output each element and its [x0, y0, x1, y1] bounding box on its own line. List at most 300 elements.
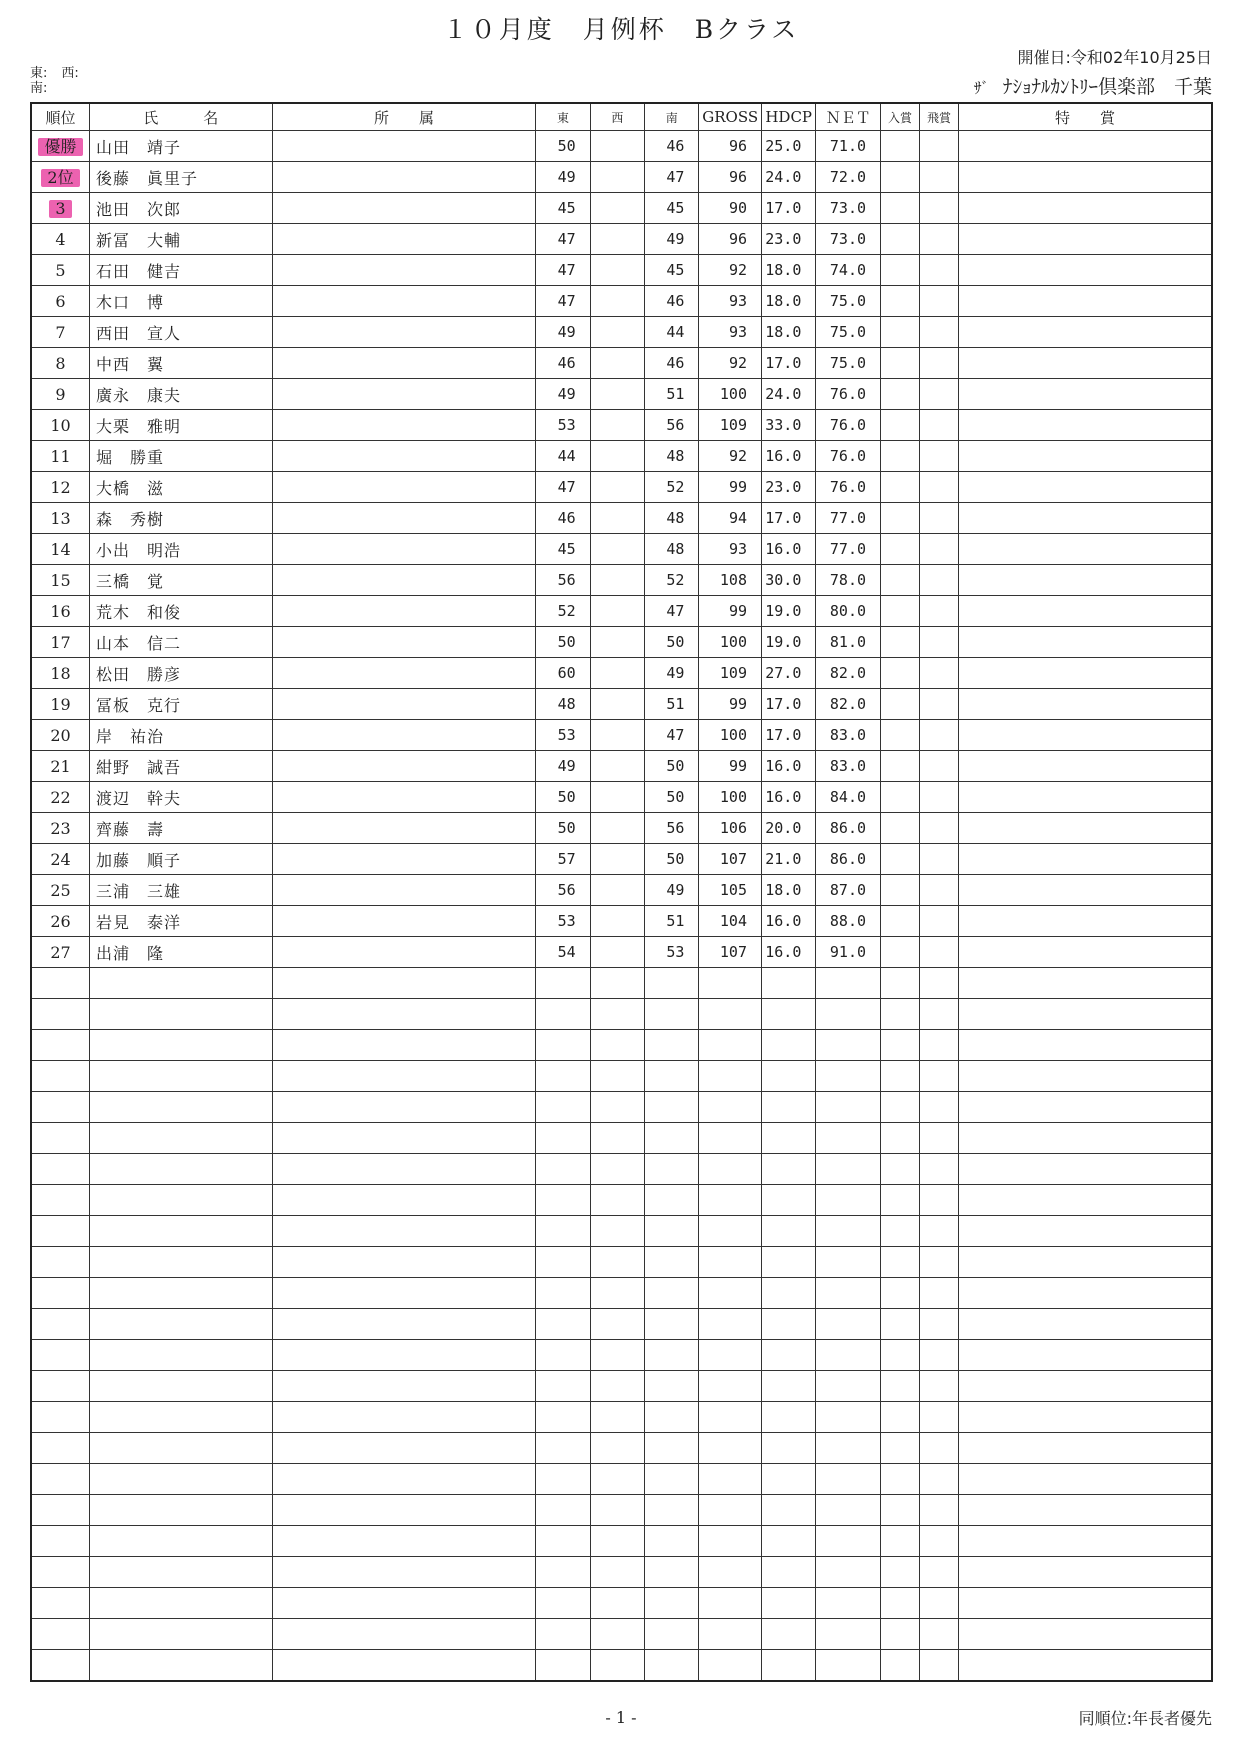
hdcp-cell	[762, 1061, 816, 1092]
special-prize-cell	[958, 224, 1212, 255]
net-cell	[816, 1588, 881, 1619]
hdcp-cell	[762, 1278, 816, 1309]
rank-cell	[31, 162, 89, 193]
name-cell: 出浦 隆	[89, 937, 272, 968]
affiliation-cell	[272, 1340, 536, 1371]
affiliation-cell	[272, 1495, 536, 1526]
west-score-cell	[590, 751, 644, 782]
west-score-cell	[590, 596, 644, 627]
table-row	[31, 317, 1212, 348]
name-cell	[89, 1464, 272, 1495]
hdcp-cell	[762, 1371, 816, 1402]
south-score-cell: 47	[645, 162, 699, 193]
special-prize-cell	[958, 255, 1212, 286]
net-cell: 75.0	[816, 317, 881, 348]
prize-cell	[881, 999, 920, 1030]
net-cell	[816, 1650, 881, 1682]
net-cell: 84.0	[816, 782, 881, 813]
gross-cell	[699, 1247, 762, 1278]
flying-prize-cell	[920, 627, 959, 658]
flying-prize-cell	[920, 720, 959, 751]
south-score-cell	[645, 1433, 699, 1464]
east-score-cell	[536, 1619, 590, 1650]
south-score-cell: 56	[645, 813, 699, 844]
table-row	[31, 658, 1212, 689]
flying-prize-cell	[920, 317, 959, 348]
south-score-cell: 48	[645, 441, 699, 472]
affiliation-cell	[272, 596, 536, 627]
net-cell: 81.0	[816, 627, 881, 658]
name-cell	[89, 1092, 272, 1123]
name-cell	[89, 1154, 272, 1185]
gross-cell	[699, 1495, 762, 1526]
gross-cell	[699, 1278, 762, 1309]
east-score-cell	[536, 1495, 590, 1526]
hdcp-cell	[762, 999, 816, 1030]
west-score-cell	[590, 1185, 644, 1216]
affiliation-cell	[272, 193, 536, 224]
south-score-cell: 51	[645, 906, 699, 937]
col-special-header: 特 賞	[958, 103, 1212, 131]
name-cell: 山本 信二	[89, 627, 272, 658]
name-cell: 森 秀樹	[89, 503, 272, 534]
gross-cell: 100	[699, 720, 762, 751]
rank-cell: 14	[31, 534, 89, 565]
hdcp-cell	[762, 1526, 816, 1557]
net-cell: 73.0	[816, 224, 881, 255]
affiliation-cell	[272, 162, 536, 193]
col-affiliation-header: 所 属	[272, 103, 536, 131]
rank-cell	[31, 1464, 89, 1495]
east-score-cell: 45	[536, 193, 590, 224]
prize-cell	[881, 1216, 920, 1247]
prize-cell	[881, 193, 920, 224]
table-row	[31, 875, 1212, 906]
special-prize-cell	[958, 875, 1212, 906]
gross-cell	[699, 999, 762, 1030]
prize-cell	[881, 968, 920, 999]
west-score-cell	[590, 441, 644, 472]
name-cell	[89, 1588, 272, 1619]
header-row	[31, 103, 1212, 131]
special-prize-cell	[958, 1061, 1212, 1092]
name-cell	[89, 1402, 272, 1433]
affiliation-cell	[272, 658, 536, 689]
table-row	[31, 565, 1212, 596]
west-score-cell	[590, 1216, 644, 1247]
prize-cell	[881, 1619, 920, 1650]
south-score-cell: 53	[645, 937, 699, 968]
west-score-cell	[590, 1619, 644, 1650]
net-cell: 76.0	[816, 379, 881, 410]
rank-cell: 10	[31, 410, 89, 441]
flying-prize-cell	[920, 503, 959, 534]
special-prize-cell	[958, 596, 1212, 627]
col-gross-header: GROSS	[699, 103, 762, 131]
affiliation-cell	[272, 1650, 536, 1682]
affiliation-cell	[272, 1185, 536, 1216]
hdcp-cell: 17.0	[762, 348, 816, 379]
net-cell	[816, 1278, 881, 1309]
hdcp-cell: 33.0	[762, 410, 816, 441]
prize-cell	[881, 689, 920, 720]
hdcp-cell: 24.0	[762, 162, 816, 193]
east-score-cell: 49	[536, 317, 590, 348]
hdcp-cell: 18.0	[762, 317, 816, 348]
flying-prize-cell	[920, 1123, 959, 1154]
table-row	[31, 131, 1212, 162]
south-score-cell	[645, 999, 699, 1030]
net-cell: 76.0	[816, 472, 881, 503]
east-score-cell: 50	[536, 782, 590, 813]
south-score-cell: 46	[645, 131, 699, 162]
south-score-cell: 52	[645, 565, 699, 596]
special-prize-cell	[958, 1123, 1212, 1154]
hdcp-cell: 16.0	[762, 782, 816, 813]
gross-cell: 99	[699, 689, 762, 720]
name-cell: 紺野 誠吾	[89, 751, 272, 782]
special-prize-cell	[958, 1619, 1212, 1650]
flying-prize-cell	[920, 689, 959, 720]
gross-cell	[699, 1433, 762, 1464]
east-score-cell: 53	[536, 410, 590, 441]
gross-cell	[699, 1464, 762, 1495]
hdcp-cell	[762, 1030, 816, 1061]
gross-cell: 99	[699, 472, 762, 503]
affiliation-cell	[272, 224, 536, 255]
rank-cell: 8	[31, 348, 89, 379]
rank-cell	[31, 1278, 89, 1309]
prize-cell	[881, 627, 920, 658]
east-score-cell	[536, 1557, 590, 1588]
east-score-cell: 46	[536, 503, 590, 534]
special-prize-cell	[958, 1216, 1212, 1247]
name-cell	[89, 1123, 272, 1154]
east-score-cell	[536, 1123, 590, 1154]
rank-cell: 16	[31, 596, 89, 627]
flying-prize-cell	[920, 1402, 959, 1433]
west-score-cell	[590, 255, 644, 286]
east-score-cell: 50	[536, 813, 590, 844]
special-prize-cell	[958, 751, 1212, 782]
name-cell: 岸 祐治	[89, 720, 272, 751]
prize-cell	[881, 1030, 920, 1061]
west-score-cell	[590, 689, 644, 720]
table-row	[31, 472, 1212, 503]
west-score-cell	[590, 348, 644, 379]
rank-cell	[31, 193, 89, 224]
hdcp-cell: 16.0	[762, 534, 816, 565]
west-score-cell	[590, 844, 644, 875]
south-score-cell	[645, 1278, 699, 1309]
affiliation-cell	[272, 565, 536, 596]
affiliation-cell	[272, 1464, 536, 1495]
hdcp-cell: 27.0	[762, 658, 816, 689]
south-score-cell	[645, 1340, 699, 1371]
special-prize-cell	[958, 348, 1212, 379]
hdcp-cell: 23.0	[762, 224, 816, 255]
south-score-cell: 51	[645, 379, 699, 410]
prize-cell	[881, 658, 920, 689]
prize-cell	[881, 813, 920, 844]
special-prize-cell	[958, 286, 1212, 317]
name-cell	[89, 968, 272, 999]
name-cell	[89, 1309, 272, 1340]
flying-prize-cell	[920, 782, 959, 813]
east-score-cell: 53	[536, 906, 590, 937]
flying-prize-cell	[920, 999, 959, 1030]
rank-cell	[31, 1557, 89, 1588]
rank-cell: 23	[31, 813, 89, 844]
hdcp-cell: 16.0	[762, 906, 816, 937]
prize-cell	[881, 286, 920, 317]
net-cell	[816, 1123, 881, 1154]
name-cell	[89, 1495, 272, 1526]
west-score-cell	[590, 937, 644, 968]
net-cell: 77.0	[816, 534, 881, 565]
west-score-cell	[590, 1154, 644, 1185]
gross-cell	[699, 968, 762, 999]
west-score-cell	[590, 1650, 644, 1682]
net-cell: 72.0	[816, 162, 881, 193]
flying-prize-cell	[920, 1619, 959, 1650]
south-score-cell: 50	[645, 782, 699, 813]
rank-cell: 18	[31, 658, 89, 689]
south-score-cell: 46	[645, 286, 699, 317]
south-score-cell: 51	[645, 689, 699, 720]
flying-prize-cell	[920, 844, 959, 875]
affiliation-cell	[272, 1433, 536, 1464]
name-cell: 齊藤 壽	[89, 813, 272, 844]
empty-row	[31, 999, 1212, 1030]
net-cell: 86.0	[816, 813, 881, 844]
empty-row	[31, 1092, 1212, 1123]
course-name-line	[974, 72, 1212, 99]
east-score-cell: 49	[536, 751, 590, 782]
south-score-cell: 46	[645, 348, 699, 379]
gross-cell: 100	[699, 627, 762, 658]
rank-cell	[31, 1495, 89, 1526]
gross-cell: 94	[699, 503, 762, 534]
rank-highlight: 3	[49, 200, 71, 218]
rank-cell	[31, 1619, 89, 1650]
rank-cell	[31, 1092, 89, 1123]
special-prize-cell	[958, 472, 1212, 503]
name-cell	[89, 1247, 272, 1278]
table-row	[31, 596, 1212, 627]
prize-cell	[881, 534, 920, 565]
affiliation-cell	[272, 1216, 536, 1247]
west-score-cell	[590, 1123, 644, 1154]
hdcp-cell	[762, 1309, 816, 1340]
special-prize-cell	[958, 1557, 1212, 1588]
net-cell	[816, 1340, 881, 1371]
prize-cell	[881, 348, 920, 379]
east-score-cell: 47	[536, 224, 590, 255]
net-cell: 80.0	[816, 596, 881, 627]
net-cell	[816, 968, 881, 999]
empty-row	[31, 1030, 1212, 1061]
net-cell	[816, 1092, 881, 1123]
flying-prize-cell	[920, 968, 959, 999]
east-score-cell: 44	[536, 441, 590, 472]
rank-cell	[31, 999, 89, 1030]
course-mark: ｻﾞ	[973, 79, 989, 97]
prize-cell	[881, 255, 920, 286]
west-score-cell	[590, 503, 644, 534]
gross-cell: 109	[699, 410, 762, 441]
hdcp-cell	[762, 1619, 816, 1650]
west-score-cell	[590, 286, 644, 317]
special-prize-cell	[958, 658, 1212, 689]
rank-cell	[31, 1588, 89, 1619]
special-prize-cell	[958, 379, 1212, 410]
net-cell: 83.0	[816, 720, 881, 751]
east-score-cell	[536, 1092, 590, 1123]
hdcp-cell: 17.0	[762, 720, 816, 751]
hdcp-cell	[762, 1216, 816, 1247]
net-cell: 82.0	[816, 658, 881, 689]
prize-cell	[881, 875, 920, 906]
east-score-cell	[536, 1185, 590, 1216]
empty-row	[31, 1185, 1212, 1216]
tie-rule-note: 同順位:年長者優先	[1078, 1709, 1212, 1728]
affiliation-cell	[272, 782, 536, 813]
rank-cell	[31, 131, 89, 162]
south-score-cell: 44	[645, 317, 699, 348]
hdcp-cell: 16.0	[762, 937, 816, 968]
west-score-cell	[590, 1278, 644, 1309]
name-cell	[89, 1526, 272, 1557]
special-prize-cell	[958, 1526, 1212, 1557]
special-prize-cell	[958, 720, 1212, 751]
rank-cell: 24	[31, 844, 89, 875]
name-cell	[89, 1619, 272, 1650]
net-cell: 71.0	[816, 131, 881, 162]
rank-cell	[31, 1154, 89, 1185]
affiliation-cell	[272, 1092, 536, 1123]
rank-cell	[31, 968, 89, 999]
south-score-cell: 48	[645, 534, 699, 565]
east-score-cell: 47	[536, 472, 590, 503]
name-cell	[89, 1650, 272, 1682]
special-prize-cell	[958, 317, 1212, 348]
south-score-cell	[645, 1123, 699, 1154]
affiliation-cell	[272, 1247, 536, 1278]
col-east-header: 東	[536, 103, 590, 131]
west-score-cell	[590, 193, 644, 224]
hdcp-cell: 17.0	[762, 503, 816, 534]
table-row	[31, 193, 1212, 224]
flying-prize-cell	[920, 596, 959, 627]
gross-cell	[699, 1185, 762, 1216]
south-score-cell	[645, 1402, 699, 1433]
net-cell	[816, 1557, 881, 1588]
special-prize-cell	[958, 1154, 1212, 1185]
flying-prize-cell	[920, 751, 959, 782]
special-prize-cell	[958, 503, 1212, 534]
hdcp-cell: 18.0	[762, 255, 816, 286]
flying-prize-cell	[920, 1247, 959, 1278]
rank-cell	[31, 1216, 89, 1247]
name-cell: 三浦 三雄	[89, 875, 272, 906]
west-score-cell	[590, 782, 644, 813]
west-score-cell	[590, 720, 644, 751]
flying-prize-cell	[920, 1526, 959, 1557]
empty-row	[31, 1216, 1212, 1247]
empty-row	[31, 1247, 1212, 1278]
net-cell: 82.0	[816, 689, 881, 720]
hdcp-cell	[762, 1092, 816, 1123]
east-score-cell: 60	[536, 658, 590, 689]
east-score-cell: 50	[536, 131, 590, 162]
hdcp-cell	[762, 1402, 816, 1433]
prize-cell	[881, 131, 920, 162]
rank-cell: 12	[31, 472, 89, 503]
flying-prize-cell	[920, 1185, 959, 1216]
hdcp-cell	[762, 1464, 816, 1495]
hdcp-cell	[762, 1557, 816, 1588]
south-score-cell	[645, 1216, 699, 1247]
affiliation-cell	[272, 379, 536, 410]
empty-row	[31, 1061, 1212, 1092]
prize-cell	[881, 224, 920, 255]
flying-prize-cell	[920, 1433, 959, 1464]
gross-cell: 107	[699, 844, 762, 875]
net-cell: 78.0	[816, 565, 881, 596]
name-cell: 大橋 滋	[89, 472, 272, 503]
special-prize-cell	[958, 627, 1212, 658]
gross-cell: 92	[699, 441, 762, 472]
west-score-cell	[590, 317, 644, 348]
east-score-cell	[536, 1030, 590, 1061]
south-score-cell: 49	[645, 224, 699, 255]
prize-cell	[881, 1092, 920, 1123]
empty-row	[31, 1433, 1212, 1464]
rank-cell: 19	[31, 689, 89, 720]
gross-cell: 109	[699, 658, 762, 689]
net-cell: 73.0	[816, 193, 881, 224]
net-cell	[816, 1185, 881, 1216]
prize-cell	[881, 1433, 920, 1464]
affiliation-cell	[272, 1154, 536, 1185]
name-cell	[89, 1030, 272, 1061]
name-cell: 後藤 眞里子	[89, 162, 272, 193]
affiliation-cell	[272, 286, 536, 317]
net-cell	[816, 1526, 881, 1557]
rank-cell: 17	[31, 627, 89, 658]
hdcp-cell	[762, 1123, 816, 1154]
prize-cell	[881, 1557, 920, 1588]
gross-cell	[699, 1154, 762, 1185]
name-cell: 木口 博	[89, 286, 272, 317]
net-cell: 87.0	[816, 875, 881, 906]
flying-prize-cell	[920, 193, 959, 224]
name-cell: 荒木 和俊	[89, 596, 272, 627]
rank-highlight: 優勝	[38, 138, 82, 156]
south-score-cell	[645, 1309, 699, 1340]
south-score-cell: 48	[645, 503, 699, 534]
flying-prize-cell	[920, 379, 959, 410]
prize-cell	[881, 1154, 920, 1185]
prize-cell	[881, 1123, 920, 1154]
east-score-cell: 49	[536, 379, 590, 410]
affiliation-cell	[272, 689, 536, 720]
name-cell	[89, 1216, 272, 1247]
east-score-cell: 53	[536, 720, 590, 751]
table-row	[31, 906, 1212, 937]
gross-cell	[699, 1092, 762, 1123]
